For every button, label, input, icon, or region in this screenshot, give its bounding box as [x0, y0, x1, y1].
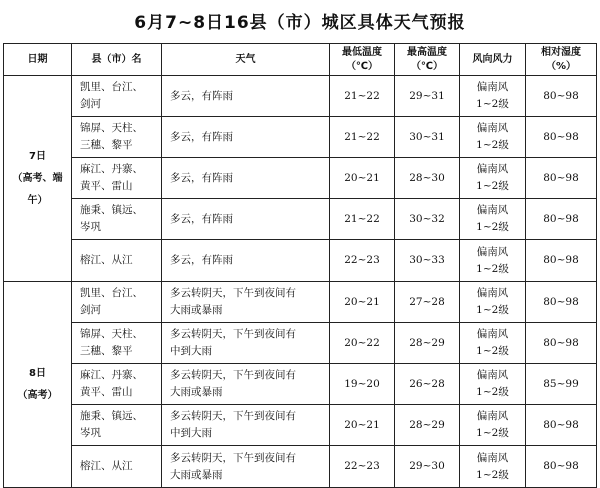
county-cell-line: 麻江、丹寨、 [80, 369, 143, 381]
weather-cell [162, 282, 330, 323]
humidity-cell: 85~99 [526, 364, 597, 405]
humidity-cell: 80~98 [526, 282, 597, 323]
county-cell-line: 岑巩 [80, 427, 101, 439]
humidity-cell: 80~98 [526, 199, 597, 240]
weather-cell [162, 323, 330, 364]
wind-cell-line: 偏南风 [476, 245, 509, 258]
weather-cell-line: 多云转阴天，下午到夜间有 [170, 451, 296, 464]
header-wind: 风向风力 [460, 44, 526, 76]
table-row [4, 76, 597, 117]
weather-cell-line: 多云，有阵雨 [170, 89, 233, 102]
table-row [4, 323, 597, 364]
humidity-cell: 80~98 [526, 446, 597, 488]
weather-cell-line: 多云转阴天，下午到夜间有 [170, 287, 296, 299]
wind-cell-line: 偏南风 [476, 204, 509, 216]
date-note: 午） [27, 194, 48, 206]
wind-cell [460, 446, 526, 488]
wind-cell [460, 240, 526, 282]
county-cell [72, 405, 162, 446]
header-weather: 天气 [162, 44, 330, 76]
header-date: 日期 [4, 44, 72, 76]
county-cell [72, 364, 162, 405]
page-title: 6月7~8日16县（市）城区具体天气预报 [134, 13, 466, 33]
table-row [4, 282, 597, 323]
wind-cell-line: 偏南风 [476, 451, 509, 464]
weather-cell [162, 199, 330, 240]
wind-cell-line: 偏南风 [476, 410, 509, 422]
table-row [4, 158, 597, 199]
county-cell-line: 凯里、台江、 [80, 81, 143, 93]
weather-cell [162, 446, 330, 488]
wind-cell-line: 偏南风 [476, 369, 509, 381]
county-cell-line: 麻江、丹寨、 [80, 163, 143, 175]
county-cell [72, 158, 162, 199]
weather-cell-line: 多云转阴天，下午到夜间有 [170, 369, 296, 381]
forecast-table [3, 43, 597, 488]
weather-cell-line: 大雨或暴雨 [170, 468, 223, 481]
wind-cell-line: 1~2级 [476, 386, 509, 398]
weather-cell-line: 多云，有阵雨 [170, 254, 233, 266]
humidity-cell: 80~98 [526, 76, 597, 117]
table-row [4, 199, 597, 240]
date-label: 8日 [29, 367, 46, 379]
max-temp-cell: 28~29 [395, 405, 460, 446]
wind-cell [460, 199, 526, 240]
humidity-cell: 80~98 [526, 117, 597, 158]
humidity-cell: 80~98 [526, 405, 597, 446]
humidity-cell: 80~98 [526, 323, 597, 364]
wind-cell [460, 117, 526, 158]
table-body [4, 76, 597, 488]
wind-cell-line: 偏南风 [476, 122, 509, 134]
wind-cell-line: 1~2级 [476, 468, 509, 481]
table-row [4, 405, 597, 446]
date-cell [4, 282, 72, 488]
county-cell [72, 282, 162, 323]
wind-cell-line: 1~2级 [476, 139, 509, 151]
county-cell-line: 榕江、从江 [80, 460, 133, 472]
min-temp-cell: 20~21 [330, 405, 395, 446]
wind-cell-line: 1~2级 [476, 345, 509, 357]
weather-cell-line: 多云，有阵雨 [170, 212, 233, 225]
wind-cell [460, 76, 526, 117]
min-temp-cell: 20~21 [330, 282, 395, 323]
header-county: 县（市）名 [72, 44, 162, 76]
weather-cell-line: 中到大雨 [170, 345, 212, 357]
header-line: （℃） [345, 60, 379, 72]
county-cell-line: 黄平、雷山 [80, 386, 133, 398]
county-cell [72, 446, 162, 488]
min-temp-cell: 19~20 [330, 364, 395, 405]
wind-cell-line: 1~2级 [476, 221, 509, 233]
weather-cell [162, 405, 330, 446]
weather-cell [162, 364, 330, 405]
table-row [4, 364, 597, 405]
county-cell-line: 黄平、雷山 [80, 180, 133, 192]
county-cell-line: 岑巩 [80, 221, 101, 233]
weather-cell [162, 240, 330, 282]
min-temp-cell: 20~22 [330, 323, 395, 364]
wind-cell-line: 1~2级 [476, 180, 509, 192]
header-line: （%） [545, 60, 577, 72]
county-cell-line: 三穗、黎平 [80, 345, 133, 357]
max-temp-cell: 29~30 [395, 446, 460, 488]
weather-cell-line: 多云转阴天，下午到夜间有 [170, 410, 296, 422]
wind-cell-line: 1~2级 [476, 98, 509, 110]
wind-cell [460, 282, 526, 323]
max-temp-cell: 30~33 [395, 240, 460, 282]
date-label: 7日 [29, 150, 46, 162]
weather-cell-line: 多云，有阵雨 [170, 171, 233, 184]
date-note: （高考、端 [12, 172, 63, 184]
min-temp-cell: 22~23 [330, 240, 395, 282]
county-cell-line: 剑河 [80, 98, 101, 110]
county-cell-line: 榕江、从江 [80, 254, 133, 266]
header-min-temp [330, 44, 395, 76]
weather-cell-line: 大雨或暴雨 [170, 304, 223, 316]
humidity-cell: 80~98 [526, 158, 597, 199]
county-cell-line: 施秉、镇远、 [80, 204, 143, 216]
county-cell-line: 剑河 [80, 304, 101, 316]
header-line: 最低温度 [342, 46, 382, 58]
max-temp-cell: 28~30 [395, 158, 460, 199]
wind-cell-line: 1~2级 [476, 427, 509, 439]
weather-cell-line: 多云转阴天，下午到夜间有 [170, 328, 296, 340]
min-temp-cell: 22~23 [330, 446, 395, 488]
date-note: （高考） [17, 389, 58, 401]
max-temp-cell: 28~29 [395, 323, 460, 364]
county-cell-line: 施秉、镇远、 [80, 410, 143, 422]
weather-cell-line: 大雨或暴雨 [170, 386, 223, 398]
weather-cell-line: 中到大雨 [170, 427, 212, 439]
min-temp-cell: 21~22 [330, 76, 395, 117]
header-line: 最高温度 [407, 46, 447, 58]
county-cell [72, 240, 162, 282]
min-temp-cell: 21~22 [330, 117, 395, 158]
max-temp-cell: 29~31 [395, 76, 460, 117]
header-line: （℃） [410, 60, 444, 72]
max-temp-cell: 30~31 [395, 117, 460, 158]
county-cell-line: 三穗、黎平 [80, 139, 133, 151]
county-cell-line: 锦屏、天柱、 [80, 328, 143, 340]
date-cell [4, 76, 72, 282]
table-row [4, 240, 597, 282]
wind-cell-line: 偏南风 [476, 287, 509, 299]
weather-cell [162, 158, 330, 199]
max-temp-cell: 26~28 [395, 364, 460, 405]
weather-cell [162, 76, 330, 117]
county-cell-line: 锦屏、天柱、 [80, 122, 143, 134]
county-cell [72, 117, 162, 158]
wind-cell-line: 偏南风 [476, 163, 509, 175]
wind-cell [460, 405, 526, 446]
wind-cell [460, 158, 526, 199]
wind-cell-line: 1~2级 [476, 262, 509, 275]
wind-cell-line: 偏南风 [476, 328, 509, 340]
header-max-temp [395, 44, 460, 76]
wind-cell [460, 364, 526, 405]
min-temp-cell: 20~21 [330, 158, 395, 199]
table-row [4, 117, 597, 158]
table-row [4, 446, 597, 488]
header-line: 相对湿度 [541, 46, 581, 58]
wind-cell-line: 偏南风 [476, 81, 509, 93]
max-temp-cell: 27~28 [395, 282, 460, 323]
wind-cell [460, 323, 526, 364]
header-row [4, 44, 597, 76]
min-temp-cell: 21~22 [330, 199, 395, 240]
header-humidity [526, 44, 597, 76]
county-cell [72, 323, 162, 364]
county-cell [72, 76, 162, 117]
wind-cell-line: 1~2级 [476, 304, 509, 316]
humidity-cell: 80~98 [526, 240, 597, 282]
county-cell-line: 凯里、台江、 [80, 287, 143, 299]
max-temp-cell: 30~32 [395, 199, 460, 240]
county-cell [72, 199, 162, 240]
weather-cell [162, 117, 330, 158]
weather-cell-line: 多云，有阵雨 [170, 130, 233, 143]
